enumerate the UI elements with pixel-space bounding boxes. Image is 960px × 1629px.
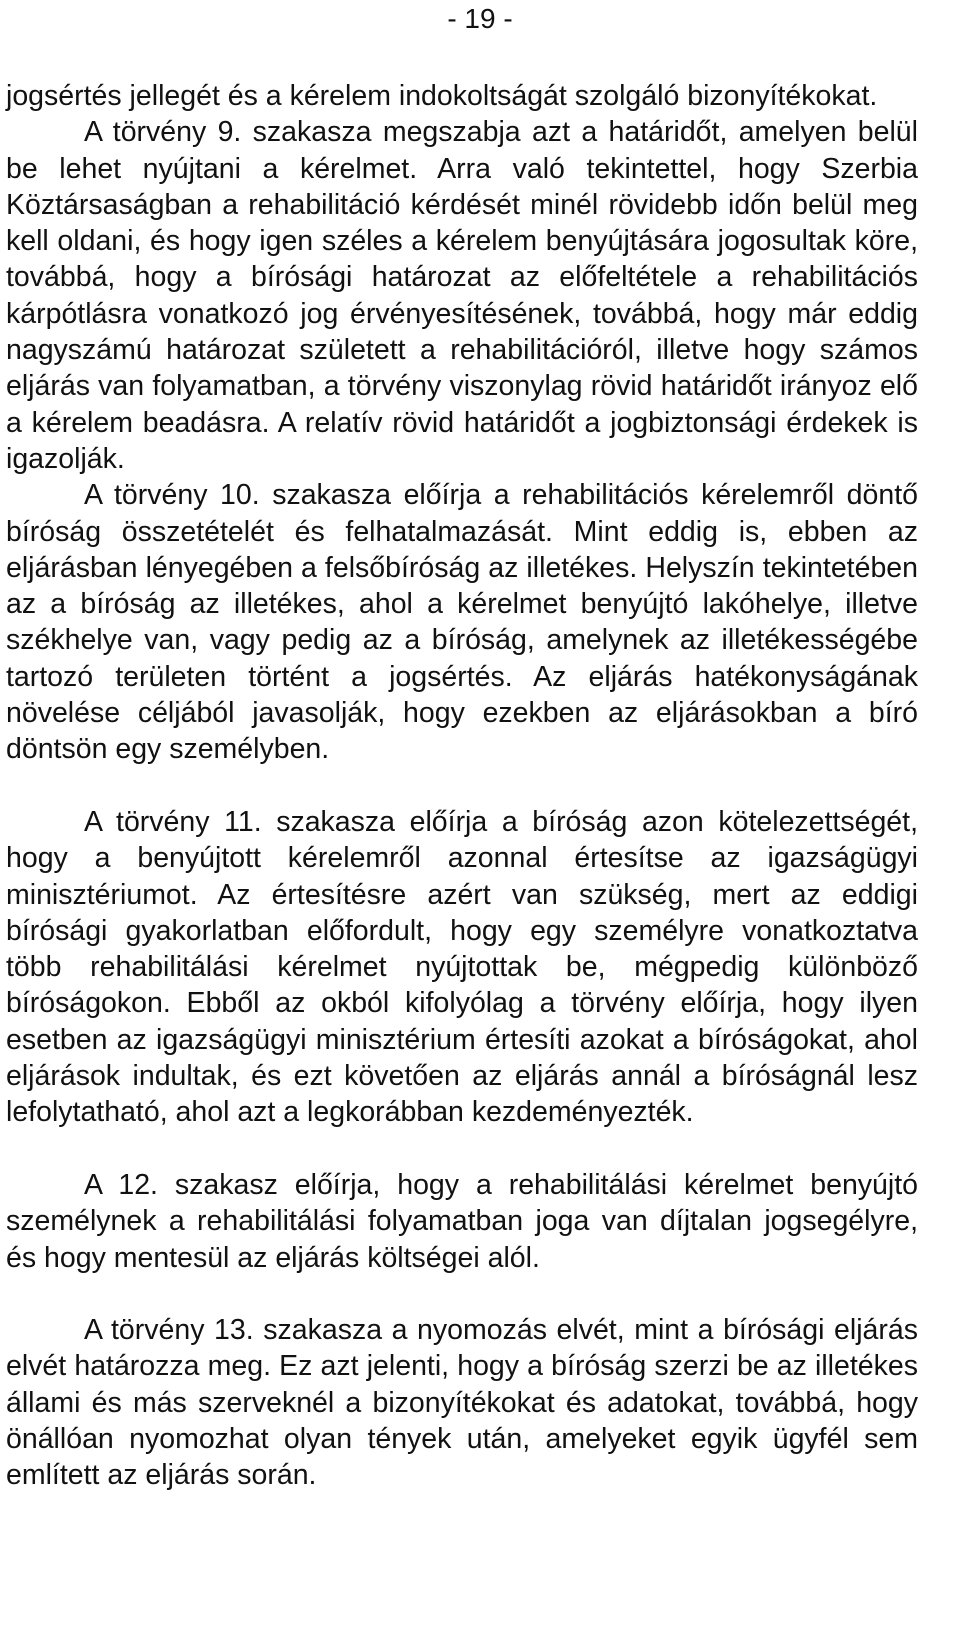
paragraph-section-10: A törvény 10. szakasza előírja a rehabilitációs kérelemről döntő bíróság összetételét és felhatalmazását. Mint eddig is, ebben az eljárásban lényegében a felsőbíróság az illetékes. Helyszín tekintetében az a bíróság az illetékes, ahol a kérelmet benyújtó lakóhelye, illetve székhelye van, vagy pedig az a bíróság, amelynek az illetékességébe tartozó területen történt a jogsértés. Az eljárás hatékonyságának növelése céljából javasolják, hogy ezekben az eljárásokban a bíró döntsön egy személyben. xyxy=(6,479,918,766)
page-number: - 19 - xyxy=(447,3,513,34)
document-body xyxy=(6,78,918,1494)
paragraph-section-11: A törvény 11. szakasza előírja a bíróság azon kötelezettségét, hogy a benyújtott kérelemről azonnal értesítse az igazságügyi minisztériumot. Az értesítésre azért van szükség, mert az eddigi bírósági gyakorlatban előfordult, hogy egy személyre vonatkoztatva több rehabilitálási kérelmet nyújtottak be, mégpedig különböző bíróságokon. Ebből az okból kifolyólag a törvény előírja, hogy ilyen esetben az igazságügyi minisztérium értesíti azokat a bíróságokat, ahol eljárások indultak, és ezt követően az eljárás annál a bíróságnál lesz lefolytatható, ahol azt a legkorábban kezdeményezték. xyxy=(6,805,918,1129)
paragraph-continuation: jogsértés jellegét és a kérelem indokoltságát szolgáló bizonyítékokat. xyxy=(6,80,878,112)
paragraph-section-13: A törvény 13. szakasza a nyomozás elvét, mint a bírósági eljárás elvét határozza meg. Ez azt jelenti, hogy a bíróság szerzi be az illetékes állami és más szerveknél a bizonyítékokat és adatokat, továbbá, hogy önállóan nyomozhat olyan tények után, amelyeket egyik ügyfél sem említett az eljárás során. xyxy=(6,1314,918,1492)
paragraph-section-12: A 12. szakasz előírja, hogy a rehabilitálási kérelmet benyújtó személynek a rehabilitálási folyamatban joga van díjtalan jogsegélyre, és hogy mentesül az eljárás költségei alól. xyxy=(6,1168,918,1274)
paragraph-section-9: A törvény 9. szakasza megszabja azt a határidőt, amelyen belül be lehet nyújtani a kérelmet. Arra való tekintettel, hogy Szerbia Köztársaságban a rehabilitáció kérdését minél rövidebb időn belül meg kell oldani, és hogy igen széles a kérelem benyújtására jogosultak köre, továbbá, hogy a bírósági határozat az előfeltétele a rehabilitációs kárpótlásra vonatkozó jog érvényesítésének, továbbá, hogy már eddig nagyszámú határozat született a rehabilitációról, illetve hogy számos eljárás van folyamatban, a törvény viszonylag rövid határidőt irányoz elő a kérelem beadásra. A relatív rövid határidőt a jogbiztonsági érdekek is igazolják. xyxy=(6,116,918,475)
